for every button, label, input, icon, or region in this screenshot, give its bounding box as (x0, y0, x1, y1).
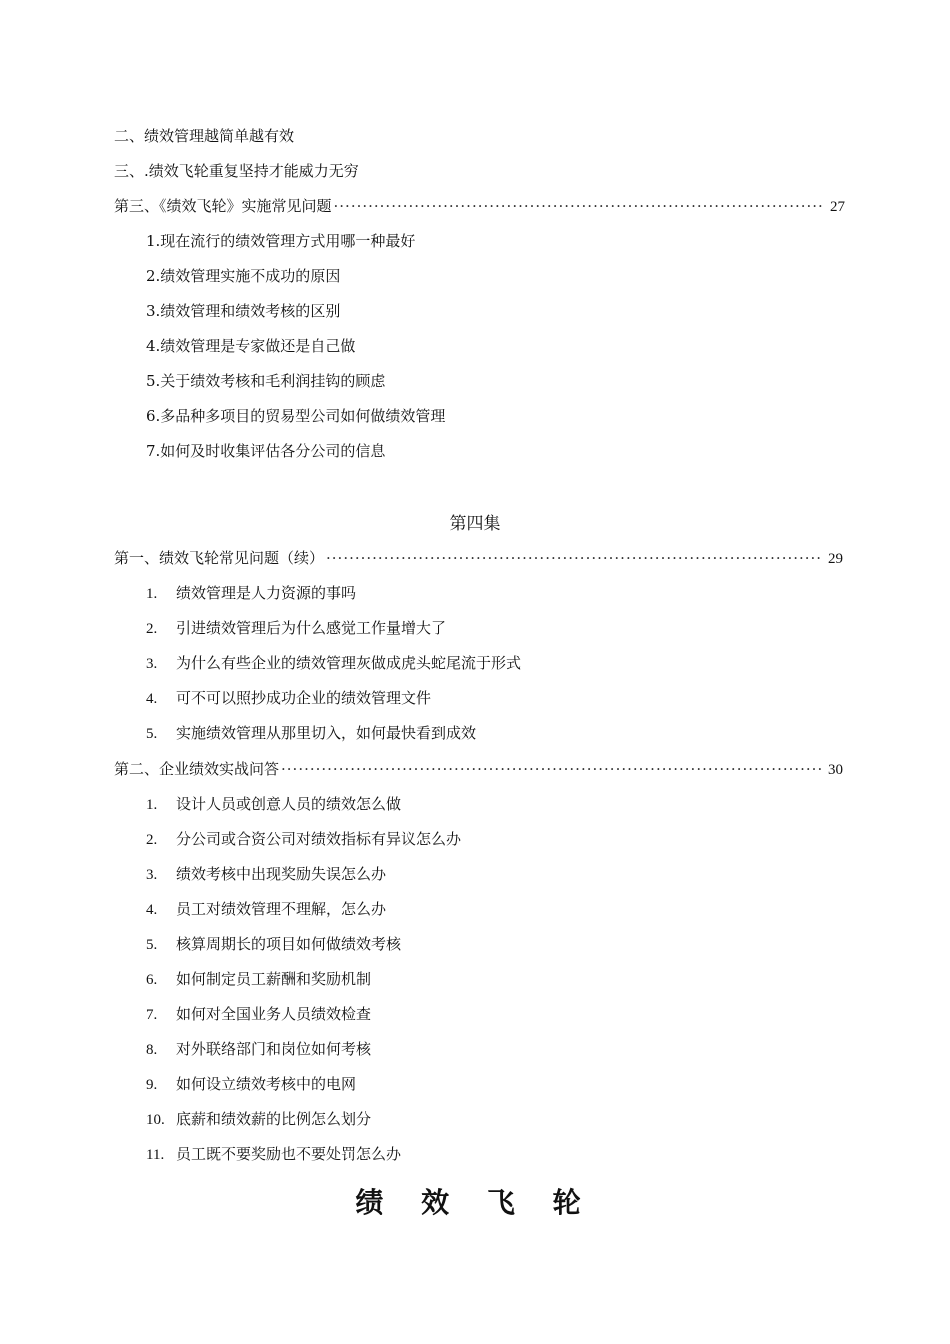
list-item: 5. 实施绩效管理从那里切入，如何最快看到成效 (146, 724, 477, 742)
document-title: 绩 效 飞 轮 (355, 1186, 595, 1219)
list-item: 3. 为什么有些企业的绩效管理灰做成虎头蛇尾流于形式 (146, 654, 522, 672)
toc-subitem: 5.关于绩效考核和毛利润挂钩的顾虑 (146, 372, 386, 390)
toc-subitem: 3.绩效管理和绩效考核的区别 (146, 302, 341, 320)
list-item: 2. 引进绩效管理后为什么感觉工作量增大了 (146, 619, 447, 637)
episode-heading: 第四集 (449, 514, 501, 534)
toc-subitem: 2.绩效管理实施不成功的原因 (146, 267, 341, 285)
list-item: 6. 如何制定员工薪酬和奖励机制 (146, 970, 372, 988)
toc-entry-part2 (114, 759, 843, 780)
dot-leader (281, 759, 822, 779)
list-item: 4. 员工对绩效管理不理解，怎么办 (146, 900, 387, 918)
list-item: 7. 如何对全国业务人员绩效检查 (146, 1005, 372, 1023)
toc-entry-title: 第三、《绩效飞轮》实施常见问题 (114, 197, 332, 215)
toc-subitem: 4.绩效管理是专家做还是自己做 (146, 337, 356, 355)
toc-entry-part1 (114, 548, 843, 569)
list-item: 1. 绩效管理是人力资源的事吗 (146, 584, 357, 602)
toc-entry-title: 第一、绩效飞轮常见问题（续） (114, 549, 325, 567)
list-item: 1. 设计人员或创意人员的绩效怎么做 (146, 795, 402, 813)
list-item: 11. 员工既不要奖励也不要处罚怎么办 (146, 1145, 402, 1163)
list-item: 2. 分公司或合资公司对绩效指标有异议怎么办 (146, 830, 462, 848)
list-item: 10. 底薪和绩效薪的比例怎么划分 (146, 1110, 372, 1128)
list-item: 4. 可不可以照抄成功企业的绩效管理文件 (146, 689, 432, 707)
list-item: 5. 核算周期长的项目如何做绩效考核 (146, 935, 402, 953)
toc-subitem: 7.如何及时收集评估各分公司的信息 (146, 442, 386, 460)
list-item: 9. 如何设立绩效考核中的电网 (146, 1075, 357, 1093)
dot-leader (326, 548, 822, 568)
toc-item: 三、.绩效飞轮重复坚持才能威力无穷 (114, 162, 359, 180)
dot-leader (334, 196, 824, 216)
list-item: 8. 对外联络部门和岗位如何考核 (146, 1040, 372, 1058)
toc-item: 二、绩效管理越简单越有效 (114, 127, 295, 145)
toc-entry-section3 (114, 196, 845, 217)
list-item: 3. 绩效考核中出现奖励失误怎么办 (146, 865, 387, 883)
toc-page-number: 27 (830, 199, 845, 215)
toc-page-number: 29 (828, 551, 843, 567)
toc-page-number: 30 (828, 762, 843, 778)
toc-entry-title: 第二、企业绩效实战问答 (114, 760, 280, 778)
toc-subitem: 6.多品种多项目的贸易型公司如何做绩效管理 (146, 407, 446, 425)
toc-subitem: 1.现在流行的绩效管理方式用哪一种最好 (146, 232, 416, 250)
